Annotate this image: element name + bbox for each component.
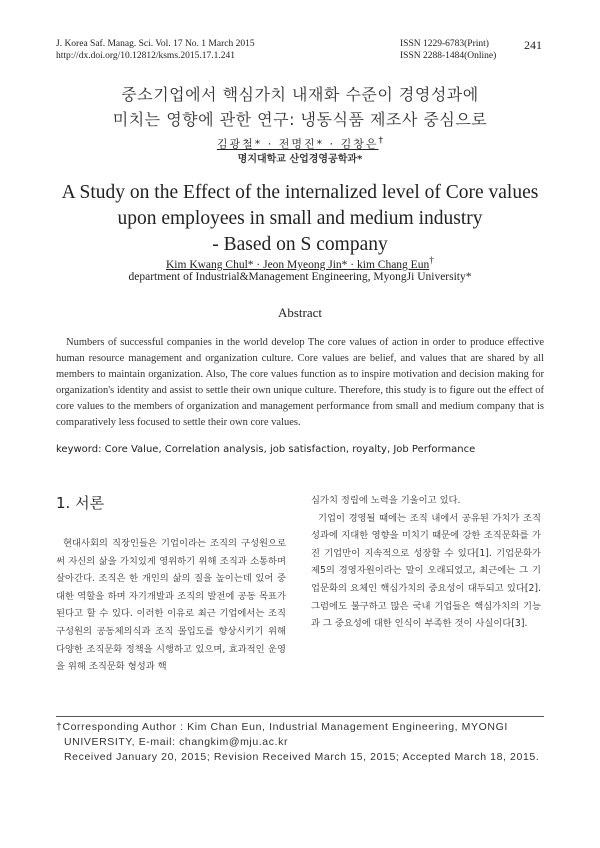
page-number: 241 (524, 38, 542, 52)
corresponding-author: †Corresponding Author : Kim Chan Eun, Industrial Management Engineering, MYONGI (56, 721, 508, 733)
keywords-line (56, 444, 544, 455)
english-title-line3: - Based on S company (212, 234, 388, 255)
received-dates: Received January 20, 2015; Revision Received March 15, 2015; Accepted March 18, 2015. (64, 751, 540, 763)
korean-affiliation: 명지대학교 산업경영공학과* (237, 154, 363, 165)
issn-online: ISSN 2288-1484(Online) (400, 51, 497, 61)
korean-title-line2: 미치는 영향에 관한 연구: 냉동식품 제조사 중심으로 (112, 110, 488, 129)
keywords-list: Core Value, Correlation analysis, job satisfaction, royalty, Job Performance (104, 444, 476, 455)
section-heading: 1. 서론 (56, 494, 105, 512)
english-affiliation: department of Industrial&Management Engineering, MyongJi University* (128, 271, 472, 283)
doi-link[interactable]: http://dx.doi.org/10.12812/ksms.2015.17.1.241 (56, 51, 236, 61)
korean-title (40, 82, 560, 132)
english-authors (40, 255, 560, 271)
english-title-line1: A Study on the Effect of the internalized level of Core values (61, 182, 539, 203)
footnote-divider (56, 716, 544, 717)
english-author-names: Kim Kwang Chul* · Jeon Myeong Jin* · kim Chang Eun (166, 258, 430, 271)
korean-title-line1: 중소기업에서 핵심가치 내재화 수준이 경영성과에 (121, 85, 479, 104)
journal-header (56, 38, 255, 62)
keywords-label: keyword: (56, 444, 102, 455)
body-paragraph: 기업이 경영될 때에는 조직 내에서 공유된 가치가 조직성과에 지대한 영향을 미치기 때문에 강한 조직문화를 가진 기업만이 지속적으로 성장할 수 있다[1]. 기업문화가 제5의 경영자원이라는 말이 오래되었고, 최근에는 그 기업문화의 요체인 핵심가치의 중요성이 대두되고 있다[2]. 그럼에도 불구하고 많은 국내 기업들은 핵심가치의 기능과 그 중요성에 대한 인식이 부족한 것이 사실이다[3]. (311, 512, 541, 630)
korean-author-names: 김광철* · 전명진* · 김창은 (216, 137, 379, 151)
corresponding-mark-ko: † (378, 135, 384, 146)
issn-print: ISSN 1229-6783(Print) (400, 39, 489, 49)
body-column-right (311, 492, 541, 633)
body-paragraph-continued: 심가치 정립에 노력을 기울이고 있다. (311, 495, 461, 506)
corresponding-author-contact: UNIVERSITY, E-mail: changkim@mju.ac.kr (64, 736, 289, 748)
english-title-line2: upon employees in small and medium industry (117, 208, 483, 229)
journal-citation: J. Korea Saf. Manag. Sci. Vol. 17 No. 1 March 2015 (56, 39, 255, 49)
english-title (40, 180, 560, 258)
body-column-left (56, 535, 286, 676)
issn-block (400, 38, 496, 62)
corresponding-mark-en: † (429, 255, 434, 266)
abstract-text: Numbers of successful companies in the world develop The core values of action in order to produce effective human resource management and organization culture. Core values are belief, and values that are shared by all members to maintain organization. Also, The core values function as to inspire motivation and decision making for organization's identity and assist to settle their own unique culture. Therefore, this study is to figure out the effect of core values to the members of organization and management performance from small and medium company that is comparatively less focused to settle their own core values. (56, 337, 544, 428)
abstract-heading: Abstract (277, 305, 323, 320)
footnote (56, 720, 544, 765)
body-paragraph: 현대사회의 직장인들은 기업이라는 조직의 구성원으로써 자신의 삶을 가치있게 영위하기 위해 조직과 소통하며 살아간다. 조직은 한 개인의 삶의 질을 높이는데 있어 중대한 역할을 하며 자기개발과 조직의 발전에 공동 목표가 된다고 할 수 있다. 이러한 이유로 최근 기업에서는 조직구성원의 공동체의식과 조직 몰입도를 향상시키기 위해 다양한 조직문화 정책을 시행하고 있으며, 효과적인 운영을 위해 조직문화 형성과 핵 (56, 538, 286, 673)
